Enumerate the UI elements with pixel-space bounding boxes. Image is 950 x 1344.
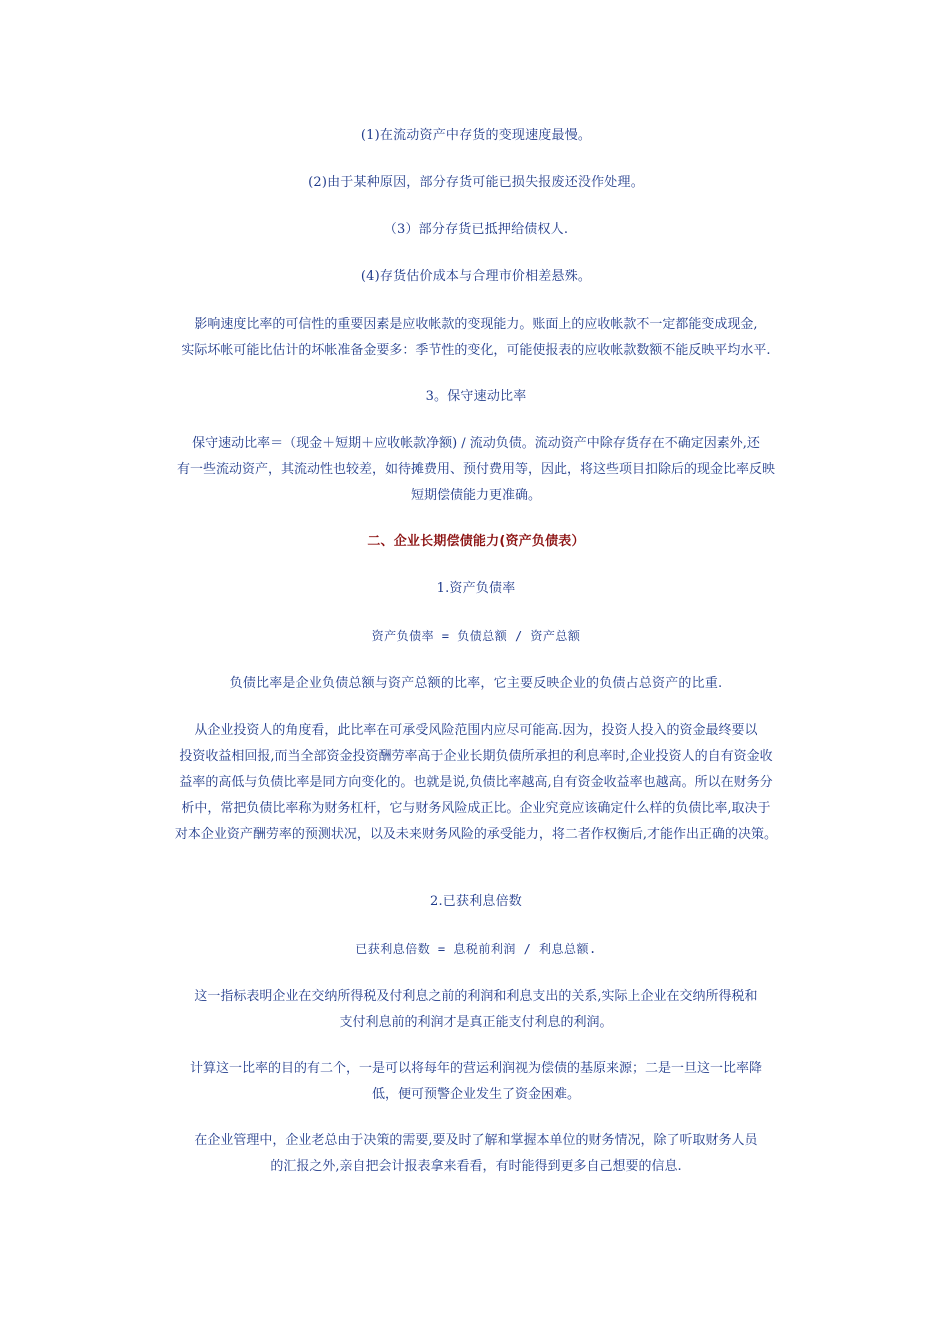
paragraph-line: 短期偿债能力更准确。 [410,488,541,503]
list-item-4: (4)存货估价成本与合理市价相差悬殊。 [360,269,592,284]
list-item-1: (1)在流动资产中存货的变现速度最慢。 [360,128,592,143]
paragraph-line: 影响速度比率的可信性的重要因素是应收帐款的变现能力。账面上的应收帐款不一定都能变成现金, [194,317,758,332]
paragraph-line: 这一指标表明企业在交纳所得税及付利息之前的利润和利息支出的关系,实际上企业在交纳所得税和 [194,989,758,1004]
paragraph-line: 计算这一比率的目的有二个，一是可以将每年的营运利润视为偿债的基原来源；二是一旦这一比率降 [189,1061,762,1076]
paragraph-line: 的汇报之外,亲自把会计报表拿来看看，有时能得到更多自己想要的信息. [270,1159,682,1174]
paragraph-line: 对本企业资产酬劳率的预测状况，以及未来财务风险的承受能力，将二者作权衡后,才能作出正确的决策。 [174,827,778,842]
paragraph-line: 保守速动比率＝（现金＋短期＋应收帐款净额) / 流动负债。流动资产中除存货存在不确定因素外,还 [192,436,760,451]
paragraph-calculation-purpose [140,1056,812,1108]
paragraph-interest-relation [140,984,812,1036]
paragraph-line: 低，便可预警企业发生了资金困难。 [371,1087,580,1102]
subsection-2-title: 2.已获利息倍数 [429,894,522,909]
paragraph-line: 投资收益相回报,而当全部资金投资酬劳率高于企业长期负债所承担的利息率时,企业投资人的自有资金收 [179,749,773,764]
paragraph-management [140,1128,812,1180]
list-item-3: （3）部分存货已抵押给债权人. [383,222,569,237]
paragraph-line: 实际坏帐可能比估计的坏帐准备金要多：季节性的变化，可能使报表的应收帐款数额不能反映平均水平. [181,343,771,358]
paragraph-receivables [140,312,812,364]
paragraph-debt-ratio: 负债比率是企业负债总额与资产总额的比率，它主要反映企业的负债占总资产的比重. [229,676,723,691]
section-3-title: 3。保守速动比率 [425,389,527,404]
list-item-2: (2)由于某种原因，部分存货可能已损失报废还没作处理。 [308,175,644,190]
paragraph-line: 析中，常把负债比率称为财务杠杆，它与财务风险成正比。企业究竟应该确定什么样的负债比率,取决于 [181,801,771,816]
paragraph-line: 支付利息前的利润才是真正能支付利息的利润。 [339,1015,613,1030]
paragraph-line: 从企业投资人的角度看，此比率在可承受风险范围内应尽可能高.因为，投资人投入的资金最终要以 [194,723,758,738]
paragraph-line: 在企业管理中，企业老总由于决策的需要,要及时了解和掌握本单位的财务情况，除了听取财务人员 [194,1133,758,1148]
formula-debt-ratio: 资产负债率 = 负债总额 / 资产总额 [371,629,581,643]
paragraph-line: 益率的高低与负债比率是同方向变化的。也就是说,负债比率越高,自有资金收益率也越高。所以在财务分 [179,775,773,790]
section-heading-long-term-solvency: 二、企业长期偿债能力(资产负债表） [367,534,585,549]
formula-interest-coverage: 已获利息倍数 = 息税前利润 / 利息总额. [355,942,597,956]
paragraph-investor-view [140,718,812,848]
subsection-1-title: 1.资产负债率 [436,581,516,596]
paragraph-line: 有一些流动资产，其流动性也较差，如待摊费用、预付费用等，因此，将这些项目扣除后的现金比率反映 [176,462,775,477]
paragraph-conservative-ratio [140,431,812,509]
